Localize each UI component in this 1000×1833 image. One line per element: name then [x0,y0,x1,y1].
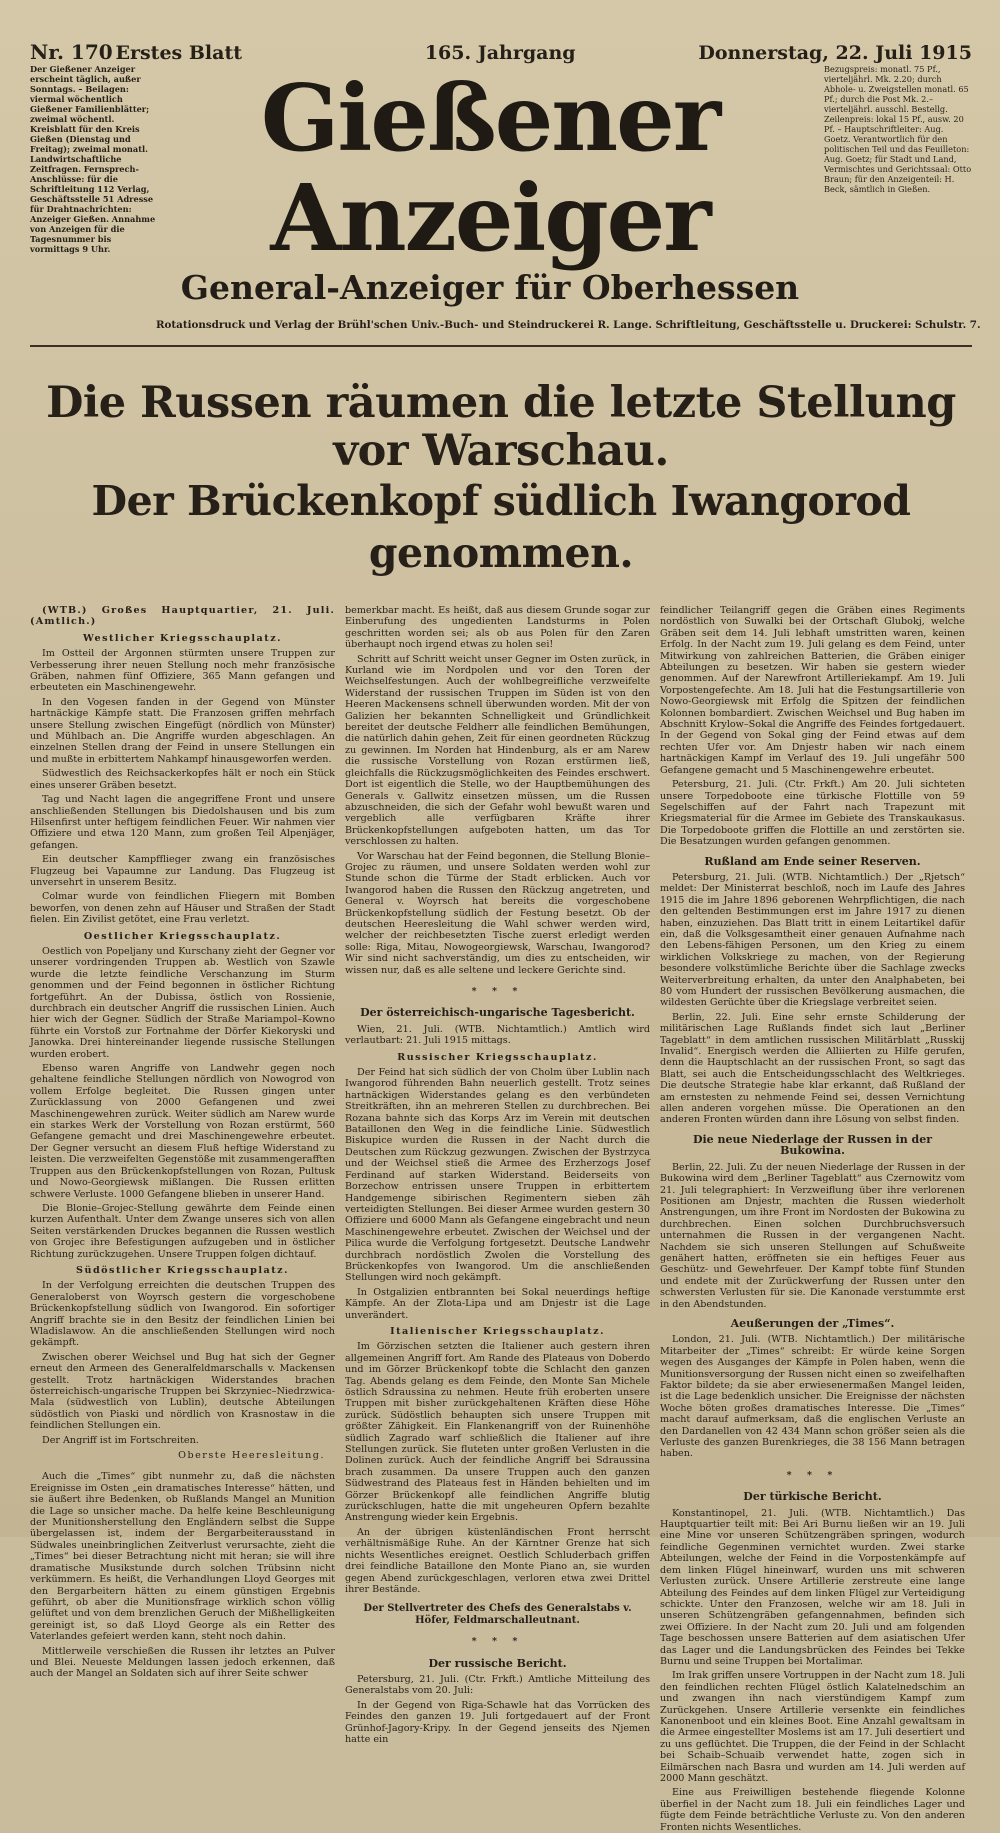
column-2 [345,605,650,1745]
heading-times: Aeußerungen der „Times“. [730,1316,895,1330]
paragraph: Auch die „Times“ gibt nunmehr zu, daß die nächsten Ereignisse im Osten „ein dramatisches Interesse“ hätten, und sie äußert ihre Bedenken, ob Rußlands Mangel an Munition die Lage so unsicher mache. Da helfe keine Beschleunigung der Munitionsherstellung den Engländern selbst die Suppe übergelassen ist, indem der Bergarbeiterausstand in Südwales uneinbringlichen Zeitverlust verursachte, zieht die „Times“ bei dieser Betrachtung nicht mit heran; sie will ihre dramatische Musikstunde durch solchen Trübsinn nicht verkümmern. Es heißt, die Verhandlungen Lloyd Georges mit den Bergarbeitern hätten zu einem günstigen Ergebnis geführt, ob aber die Munitionsfrage wirklich schon völlig gelüftet und von dem brenzlichen Geruch der Mißhelligkeiten gereinigt ist, so daß Lloyd George als ein Retter des Vaterlandes gefeiert werden kann, steht noch dahin. [30,1471,335,1643]
edition-label: Erstes Blatt [115,42,242,64]
masthead-center [156,64,824,308]
headline-line-1: Die Russen räumen die letzte Stellung vor Warschau. [46,378,956,476]
issue-number: Nr. 170 [30,40,113,64]
paragraph: Petersburg, 21. Juli. (Ctr. Frkft.) Amtliche Mitteilung des Generalstabs vom 20. Juli: [345,1673,650,1697]
volume-label: 165. Jahrgang [424,42,576,64]
paragraph: feindlicher Teilangriff gegen die Gräben eines Regiments nordöstlich von Suwalki bei der Ortschaft Glubokj, welche Gräben seit dem 14. Juli lebhaft umstritten waren, keinen Erfolg. In der Nacht zum 19. Juli gelang es dem Feind, unter Mitwirkung von zahlreichen Batterien, die Gräben einiger Abteilungen zu besetzen. Wir haben sie gestern wieder genommen. Auf der Narewfront Artilleriekampf. Am 19. Juli Vorpostengefechte. Am 18. Juli hat die Festungsartillerie von Nowo-Georgiewsk mit Erfolg die Spitzen der feindlichen Kolonnen bombardiert. Zwischen Weichsel und Bug haben im Abschnitt Krylow–Sokal die Angriffe des Feindes fortgedauert. In der Gegend von Sokal ging der Feind etwas auf dem rechten Ufer vor. Am Dnjestr haben wir nach einem hartnäckigen Kampf im Verlauf des 19. Juli ungefähr 500 Gefangene gemacht und 5 Maschinengewehre erbeutet. [660,605,965,776]
separator-stars: * * * [471,1636,524,1648]
masthead-rule [30,345,972,347]
paragraph: In der Verfolgung erreichten die deutschen Truppen des Generaloberst von Woyrsch gestern die vorgeschobene Brückenkopfstellung südlich von Iwangorod. Ein sofortiger Angriff brachte sie in den Besitz der feindlichen Linien bei Wladislawow. An die anschließenden Stellungen wird noch gekämpft. [30,1280,335,1349]
imprint-line: Rotationsdruck und Verlag der Brühl'schen Univ.-Buch- und Steindruckerei R. Lange. Schriftleitung, Geschäftsstelle u. Druckerei: Schulstr. 7. [156,319,981,331]
heading-russia-reserves: Rußland am Ende seiner Reserven. [704,854,921,868]
column-1 [30,605,335,1725]
paragraph: In der Gegend von Riga-Schawle hat das Vorrücken des Feindes den ganzen 19. Juli fortgedauert auf der Front Grünhof-Jagory-Kripy. In der Gegend jenseits des Njemen hatte ein [345,1699,650,1745]
paragraph: Eine aus Freiwilligen bestehende fliegende Kolonne überfiel in der Nacht zum 18. Juli ein feindliches Lager und fügte dem Feinde beträchtliche Verluste zu. Von den anderen Fronten nichts Wesentliches. [660,1787,965,1833]
paragraph: Schritt auf Schritt weicht unser Gegner im Osten zurück, in Kurland wie im Nordpolen und vor den Toren der Weichselfestungen. Auch der wohlbegreifliche verzweifelte Widerstand der russischen Truppen im Süden ist von den Heeren Mackensens schnell überwunden worden. Mit der von Galizien her bekannten Schnelligkeit und Gründlichkeit bereitet der deutsche Feldherr alle feindlichen Bemühungen, die natürlich dahin gehen, Zeit für einen geordneten Rückzug zu gewinnen. Im Norden hat Hindenburg, als er am Narew die russische Vorstellung von Rozan erstürmen ließ, gleichfalls die Rückzugsmöglichkeiten des Feindes erschwert. Dort ist eigentlich die Stelle, wo der Hauptbemühungen des Generals v. Gallwitz einsetzen müssen, um die Russen abzuschneiden, die sich der Gefahr wohl bewußt waren und vergeblich alle verfügbaren Kräfte ihrer Brückenkopfstellungen aufgeboten hatten, um das Tor verschlossen zu halten. [345,653,650,848]
paragraph: Oestlich von Popeljany und Kurschany zieht der Gegner vor unserer vordringenden Truppen ab. Westlich von Szawle wurde die letzte feindliche Verschanzung im Sturm genommen und der Feind begonnen in östlicher Richtung fortgeführt. An der Dubissa, östlich von Rossienie, durchbrach ein deutscher Angriff die russischen Linien. Auch hier wich der Gegner. Südlich der Straße Mariampol–Kowno führte ein Vorstoß zur Fortnahme der Dörfer Kiekoryski und Janowka. Drei hintereinander liegende russische Stellungen wurden erobert. [30,945,335,1060]
newspaper-subtitle: General-Anzeiger für Oberhessen [180,268,800,307]
paragraph: In den Vogesen fanden in der Gegend von Münster hartnäckige Kämpfe statt. Die Franzosen griffen mehrfach unsere Stellung zwischen Eingefügt (nördlich von Münster) und Mühlbach an. Die Angriffe wurden abgeschlagen. An einzelnen Stellen drang der Feind in unsere Stellungen ein und mußte in erbittertem Nahkampf hinausgeworfen werden. [30,696,335,765]
signature: Oberste Heeresleitung. [178,1450,325,1462]
paragraph: Berlin, 22. Juli. Zu der neuen Niederlage der Russen in der Bukowina wird dem „Berliner Tageblatt“ aus Czernowitz vom 21. Juli telegraphiert: In Verzweiflung über ihre verlorenen Positionen am Dnjestr, machten die Russen wiederholt Anstrengungen, um ihre Front im Nordosten der Bukowina zu durchbrechen. Einen solchen Durchbruchsversuch unternahmen die Russen in der vergangenen Nacht. Nachdem sie sich unseren Stellungen auf Schußweite genähert hatten, eröffneten sie ein heftiges Feuer aus Geschütz- und Gewehrfeuer. Der Kampf tobte fünf Stunden und endete mit der Zurückwerfung der Russen unter den schwersten Verlusten für sie. Die Kanonade verstummte erst in den Abendstunden. [660,1161,965,1310]
section-heading-russian-front: Russischer Kriegsschauplatz. [397,1051,598,1063]
section-heading-italian-front: Italienischer Kriegsschauplatz. [390,1325,605,1337]
heading-turkish-report: Der türkische Bericht. [743,1490,882,1504]
paragraph: Wien, 21. Juli. (WTB. Nichtamtlich.) Amtlich wird verlautbart: 21. Juli 1915 mittags. [345,1023,650,1047]
paragraph: Die Blonie–Grojec-Stellung gewährte dem Feinde einen kurzen Aufenthalt. Unter dem Zwange unseres sich von allen Seiten verstärkenden Druckes begannen die Russen westlich von Grojec ihre Befestigungen aufzugeben und in östlicher Richtung zurückzugehen. Unsere Truppen folgen dichtauf. [30,1202,335,1260]
subscription-info-box: Bezugspreis: monatl. 75 Pf., vierteljährl. Mk. 2.20; durch Abhole- u. Zweigstellen monatl. 65 Pf.; durch die Post Mk. 2.– vierteljährl. ausschl. Bestellg. Zeilenpreis: lokal 15 Pf., ausw. 20 Pf. – Hauptschriftleiter: Aug. Goetz. Verantwortlich für den politischen Teil und das Feuilleton: Aug. Goetz; für Stadt und Land, Vermischtes und Gerichtssaal: Otto Braun; für den Anzeigenteil: H. Beck, sämtlich in Gießen. [824,64,972,194]
column-3 [660,605,965,1833]
paragraph: Der Angriff ist im Fortschreiten. [42,1434,199,1446]
top-line [30,40,972,64]
paragraph: Berlin, 22. Juli. Eine sehr ernste Schilderung der militärischen Lage Rußlands findet sich laut „Berliner Tageblatt“ in dem amtlichen russischen Militärblatt „Russkij Invalid“. Energisch werden die Alliierten zu Hilfe gerufen, denn die Hauptschlacht an der russischen Front, so sagt das Blatt, sei auch die Entscheidungsschlacht des Weltkrieges. Die deutsche Strategie habe klar erkannt, daß Rußland der am ernstesten zu nehmende Feind sei, dessen Vernichtung allen anderen vorgehen müsse. Die Operationen an den anderen Fronten würden dann ihre Lösung von selbst finden. [660,1011,965,1126]
separator-stars: * * * [786,1469,839,1481]
paragraph: Petersburg, 21. Juli. (WTB. Nichtamtlich.) Der „Rjetsch“ meldet: Der Ministerrat beschloß, noch im Laufe des Jahres 1915 die im Jahre 1896 geborenen Wehrpflichtigen, die nach den geltenden Bestimmungen erst im Jahre 1917 zu dienen haben, einzuziehen. Das Blatt tritt in einem Leitartikel dafür ein, daß die Volksgesamtheit einer genauen Aufnahme nach den Lebens-fähigen Personen, um den Krieg zu einem wirklichen Volkskriege zu machen, von der Regierung besondere volkstümliche Berichte über die Sachlage zwecks Weiterverbreitung erhalten, da unter den Analphabeten, bei 80 vom Hundert der russischen Bevölkerung ausmachen, die wildesten Gerüchte über die Kriegslage verbreitet seien. [660,871,965,1009]
paragraph: London, 21. Juli. (WTB. Nichtamtlich.) Der militärische Mitarbeiter der „Times“ schreibt: Er würde keine Sorgen wegen des Ausganges der Kämpfe in Polen haben, wenn die Munitionsversorgung der Russen nicht einen so zweifelhaften Faktor bildete; da sie aber erwiesenermaßen Mangel leiden, ist die Lage bedenklich unsicher. Die Ereignisse der nächsten Woche böten großes dramatisches Interesse. Die „Times“ macht darauf aufmerksam, daß die englischen Verluste an den Dardanellen von 42 434 Mann schon größer seien als die Verluste des ganzen Burenkrieges, die 38 156 Mann betragen haben. [660,1334,965,1460]
section-heading-west: Westlicher Kriegsschauplatz. [83,632,282,644]
issue-date: Donnerstag, 22. Juli 1915 [698,42,972,64]
newspaper-title: Gießener Anzeiger [260,64,720,272]
paragraph: Ein deutscher Kampfflieger zwang ein französisches Flugzeug bei Vapaumne zur Landung. Das Flugzeug ist unversehrt in unserem Besitz. [30,854,335,888]
separator-stars: * * * [471,986,524,997]
masthead [30,64,972,308]
article-columns [30,605,972,1833]
paragraph: Ebenso waren Angriffe von Landwehr gegen noch gehaltene feindliche Stellungen nördlich von Nowogrod von vollem Erfolge begleitet. Die Russen gingen unter Zurücklassung von 2000 Gefangenen und zwei Maschinengewehren zurück. Weiter südlich am Narew wurde ein starkes Werk der Vorstellung von Rozan erstürmt, 560 Gefangene gemacht und drei Maschinengewehre erbeutet. Der Gegner versucht an diesem Fluß heftige Widerstand zu leisten. Die verzweifelten Gegenstöße mit zusammengerafften Truppen aus den Brückenkopfstellungen von Rozan, Pultusk und Nowo-Georgiewsk mißlangen. Die Russen erlitten schwere Verluste. 1000 Gefangene blieben in unserer Hand. [30,1063,335,1200]
paragraph: Konstantinopel, 21. Juli. (WTB. Nichtamtlich.) Das Hauptquartier teilt mit: Bei Ari Burnu ließen wir an 19. Juli eine Mine vor unseren Schützengräben springen, wodurch feindliche Gegenminen vernichtet wurden. Zwei starke Abteilungen, welche der Feind in die Vorpostenkämpfe auf dem linken Flügel hineinwarf, wurden uns mit schweren Verlusten zurück. Unsere Artillerie zerstreute eine lange Abteilung des Feindes auf dem linken Flügel zur Verteidigung schickte. Unter den Franzosen, welche wir am 18. Juli in unseren Schützengräben gefangennahmen, befinden sich zwei Offiziere. In der Nacht zum 20. Juli und am folgenden Tage beschossen unsere Batterien auf dem asiatischen Ufer das Lager und die Landungsbrücken des Feindes bei Tekke Burnu und seine Truppen bei Mortalimar. [660,1507,965,1667]
heading-bukowina: Die neue Niederlage der Russen in der Bukowina. [692,1132,933,1158]
signature-austrian: Der Stellvertreter des Chefs des Generalstabs v. Höfer, Feldmarschalleutnant. [363,1603,632,1626]
imprint-wrap [10,319,981,331]
paragraph: An der übrigen küstenländischen Front herrscht verhältnismäßige Ruhe. An der Kärntner Grenze hat sich nichts Wesentliches ereignet. Oestlich Schluderbach griffen drei feindliche Bataillone den Monte Piano an, sie wurden gegen Abend zurückgeschlagen, verloren etwa zwei Drittel ihrer Bestände. [345,1526,650,1595]
heading-austrian-report: Der österreichisch-ungarische Tagesbericht. [360,1006,635,1020]
paragraph: In Ostgalizien entbrannten bei Sokal neuerdings heftige Kämpfe. An der Zlota-Lipa und am Dnjestr ist die Lage unverändert. [345,1286,650,1321]
paragraph: Colmar wurde von feindlichen Fliegern mit Bomben beworfen, von denen zehn auf Häuser und Straßen der Stadt fielen. Ein Zivilist getötet, eine Frau verletzt. [30,891,335,926]
dateline: (WTB.) Großes Hauptquartier, 21. Juli. (Amtlich.) [30,605,335,628]
publication-info-box: Der Gießener Anzeiger erscheint täglich, außer Sonntags. – Beilagen: viermal wöchentlich Gießener Familienblätter; zweimal wöchentl. Kreisblatt für den Kreis Gießen (Dienstag und Freitag); zweimal monatl. Landwirtschaftliche Zeitfragen. Fernsprech-Anschlüsse: für die Schriftleitung 112 Verlag, Geschäftsstelle 51 Adresse für Drahtnachrichten: Anzeiger Gießen. Annahme von Anzeigen für die Tagesnummer bis vormittags 9 Uhr. [30,64,156,254]
paragraph: Südwestlich des Reichsackerkopfes hält er noch ein Stück eines unserer Gräben besetzt. [30,768,335,791]
paragraph: bemerkbar macht. Es heißt, daß aus diesem Grunde sogar zur Einberufung des ungedienten Landsturms in Polen geschritten worden sei; als ob aus Polen für den Zaren überhaupt noch irgend etwas zu holen sei! [345,605,650,651]
heading-russian-report: Der russische Bericht. [428,1656,567,1670]
paragraph: Im Görzischen setzten die Italiener auch gestern ihren allgemeinen Angriff fort. Am Rande des Plateaus von Doberdo und im Görzer Brückenkopf tobte die Schlacht den ganzen Tag. Abends gelang es dem Feinde, den Monte San Michele östlich Sdraussina zu nehmen. Heute früh eroberten unsere Truppen mit bisher zurückgehaltenen Kräften diese Höhe zurück. Südöstlich behaupten sich unsere Truppen mit größter Zähigkeit. Ein Flankenangriff von der Ruinenhöhe südlich Zagrado warf schließlich die Italiener auf ihre Stellungen zurück. Sie fluteten unter großen Verlusten in die Dolinen zurück. Auch der feindliche Angriff bei Sdraussina brach zusammen. Da unsere Truppen auch den ganzen Südwestrand des Plateaus fest in Händen behielten und im Görzer Brückenkopf alle feindlichen Angriffe blutig zurückschlugen, hatte die mit ungeheuren Opfern bezahlte Anstrengung wieder kein Ergebnis. [345,1341,650,1524]
paragraph: Vor Warschau hat der Feind begonnen, die Stellung Blonie–Grojec zu räumen, und unsere Soldaten werden wohl zur Stunde schon die Türme der Stadt erblicken. Auch vor Iwangorod haben die Russen den Rückzug angetreten, und General v. Woyrsch hat bereits die vorgeschobene Brückenkopfstellung südlich der Festung besetzt. Ob der deutschen Heeresleitung die Wahl schwer werden wird, welcher der reichbesetzten Tische zuerst erledigt werden solle: Riga, Mitau, Nowogeorgiewsk, Warschau, Iwangorod? Wir sind nicht sachverständig, um dies zu entscheiden, wir wissen nur, daß es alle seltene und leckere Gerichte sind. [345,850,650,976]
paragraph: Zwischen oberer Weichsel und Bug hat sich der Gegner erneut den Armeen des Generalfeldmarschalls v. Mackensen gestellt. Trotz hartnäckigen Widerstandes brachen österreichisch-ungarische Truppen bei Skrzyniec–Niedrzwica-Mala (südwestlich von Lublin), deutsche Abteilungen südöstlich von Piaski und nördlich von Krasnostaw in die feindlichen Stellungen ein. [30,1351,335,1432]
paragraph: Im Irak griffen unsere Vortruppen in der Nacht zum 18. Juli den feindlichen rechten Flügel östlich Kalatelnedschim an und zwangen ihn nach vierstündigem Kampf zum Zurückgehen. Unsere Artillerie versenkte ein feindliches Kanonenboot und ein kleines Boot. Eine Anzahl gewaltsam in die Armee eingestellter Moslems ist am 17. Juli desertiert und zu uns geflüchtet. Die Truppen, die der Feind in der Schlacht bei Schaib–Schuaib verwendet hatte, zogen sich in Eilmärschen nach Basra und wurden am 14. Juli werden auf 2000 Mann geschätzt. [660,1670,965,1784]
section-heading-east: Oestlicher Kriegsschauplatz. [83,930,282,942]
paragraph: Petersburg, 21. Juli. (Ctr. Frkft.) Am 20. Juli sichteten unsere Torpedoboote eine türkische Flottille von 59 Segelschiffen auf der Fahrt nach Trapezunt mit Kriegsmaterial für die Armee im Gebiete des Transkaukasus. Die Torpedoboote griffen die Flottille an und zerstörten sie. Die Besatzungen wurden gefangen genommen. [660,779,965,848]
paragraph: Mittlerweile verschießen die Russen ihr letztes an Pulver und Blei. Neueste Meldungen lassen jedoch erkennen, daß auch der Mangel an Soldaten sich auf ihrer Seite schwer [30,1645,335,1680]
section-heading-southeast: Südöstlicher Kriegsschauplatz. [76,1264,289,1276]
paragraph: Im Ostteil der Argonnen stürmten unsere Truppen zur Verbesserung ihrer neuen Stellung noch mehr französische Gräben, nahmen fünf Offiziere, 365 Mann gefangen und erbeuteten ein Maschinengewehr. [30,648,335,694]
headline-line-2: Der Brückenkopf südlich Iwangorod genommen. [91,477,911,577]
main-headline [30,379,972,579]
paragraph: Der Feind hat sich südlich der von Cholm über Lublin nach Iwangorod führenden Bahn neuerlich gestellt. Trotz seines hartnäckigen Widerstandes gelang es den verbündeten Streitkräften, ihn an mehreren Stellen zu durchbrechen. Bei Rozana bahnte sich das Korps Arz im Verein mit deutschen Bataillonen den Weg in die feindliche Linie. Südwestlich Biskupice wurden die Russen in der Nacht durch die Deutschen zum Rückzug gezwungen. Zwischen der Bystrzyca und der Weichsel stieß die Armee des Erzherzogs Josef Ferdinand auf starken Widerstand. Beiderseits von Borzechow entrissen unsere Truppen in erbittertem Handgemenge sibirischen Regimentern sieben zäh verteidigten Stellungen. Bei dieser Armee wurden gestern 30 Offiziere und 6000 Mann als Gefangene eingebracht und neun Maschinengewehre erbeutet. Zwischen der Weichsel und der Pilica wurde die Verfolgung fortgesetzt. Deutsche Landwehr durchbrach nordöstlich Zwolen die Vorstellung des Brückenkopfes von Iwangorod. Um die anschließenden Stellungen wird noch gekämpft. [345,1067,650,1284]
paragraph: Tag und Nacht lagen die angegriffene Front und unsere anschließenden Stellungen bis Diedolshausen und bis zum Hilsenfirst unter heftigem feindlichen Feuer. Wir nahmen vier Offiziere und etwa 120 Mann, zum großen Teil Alpenjäger, gefangen. [30,794,335,851]
